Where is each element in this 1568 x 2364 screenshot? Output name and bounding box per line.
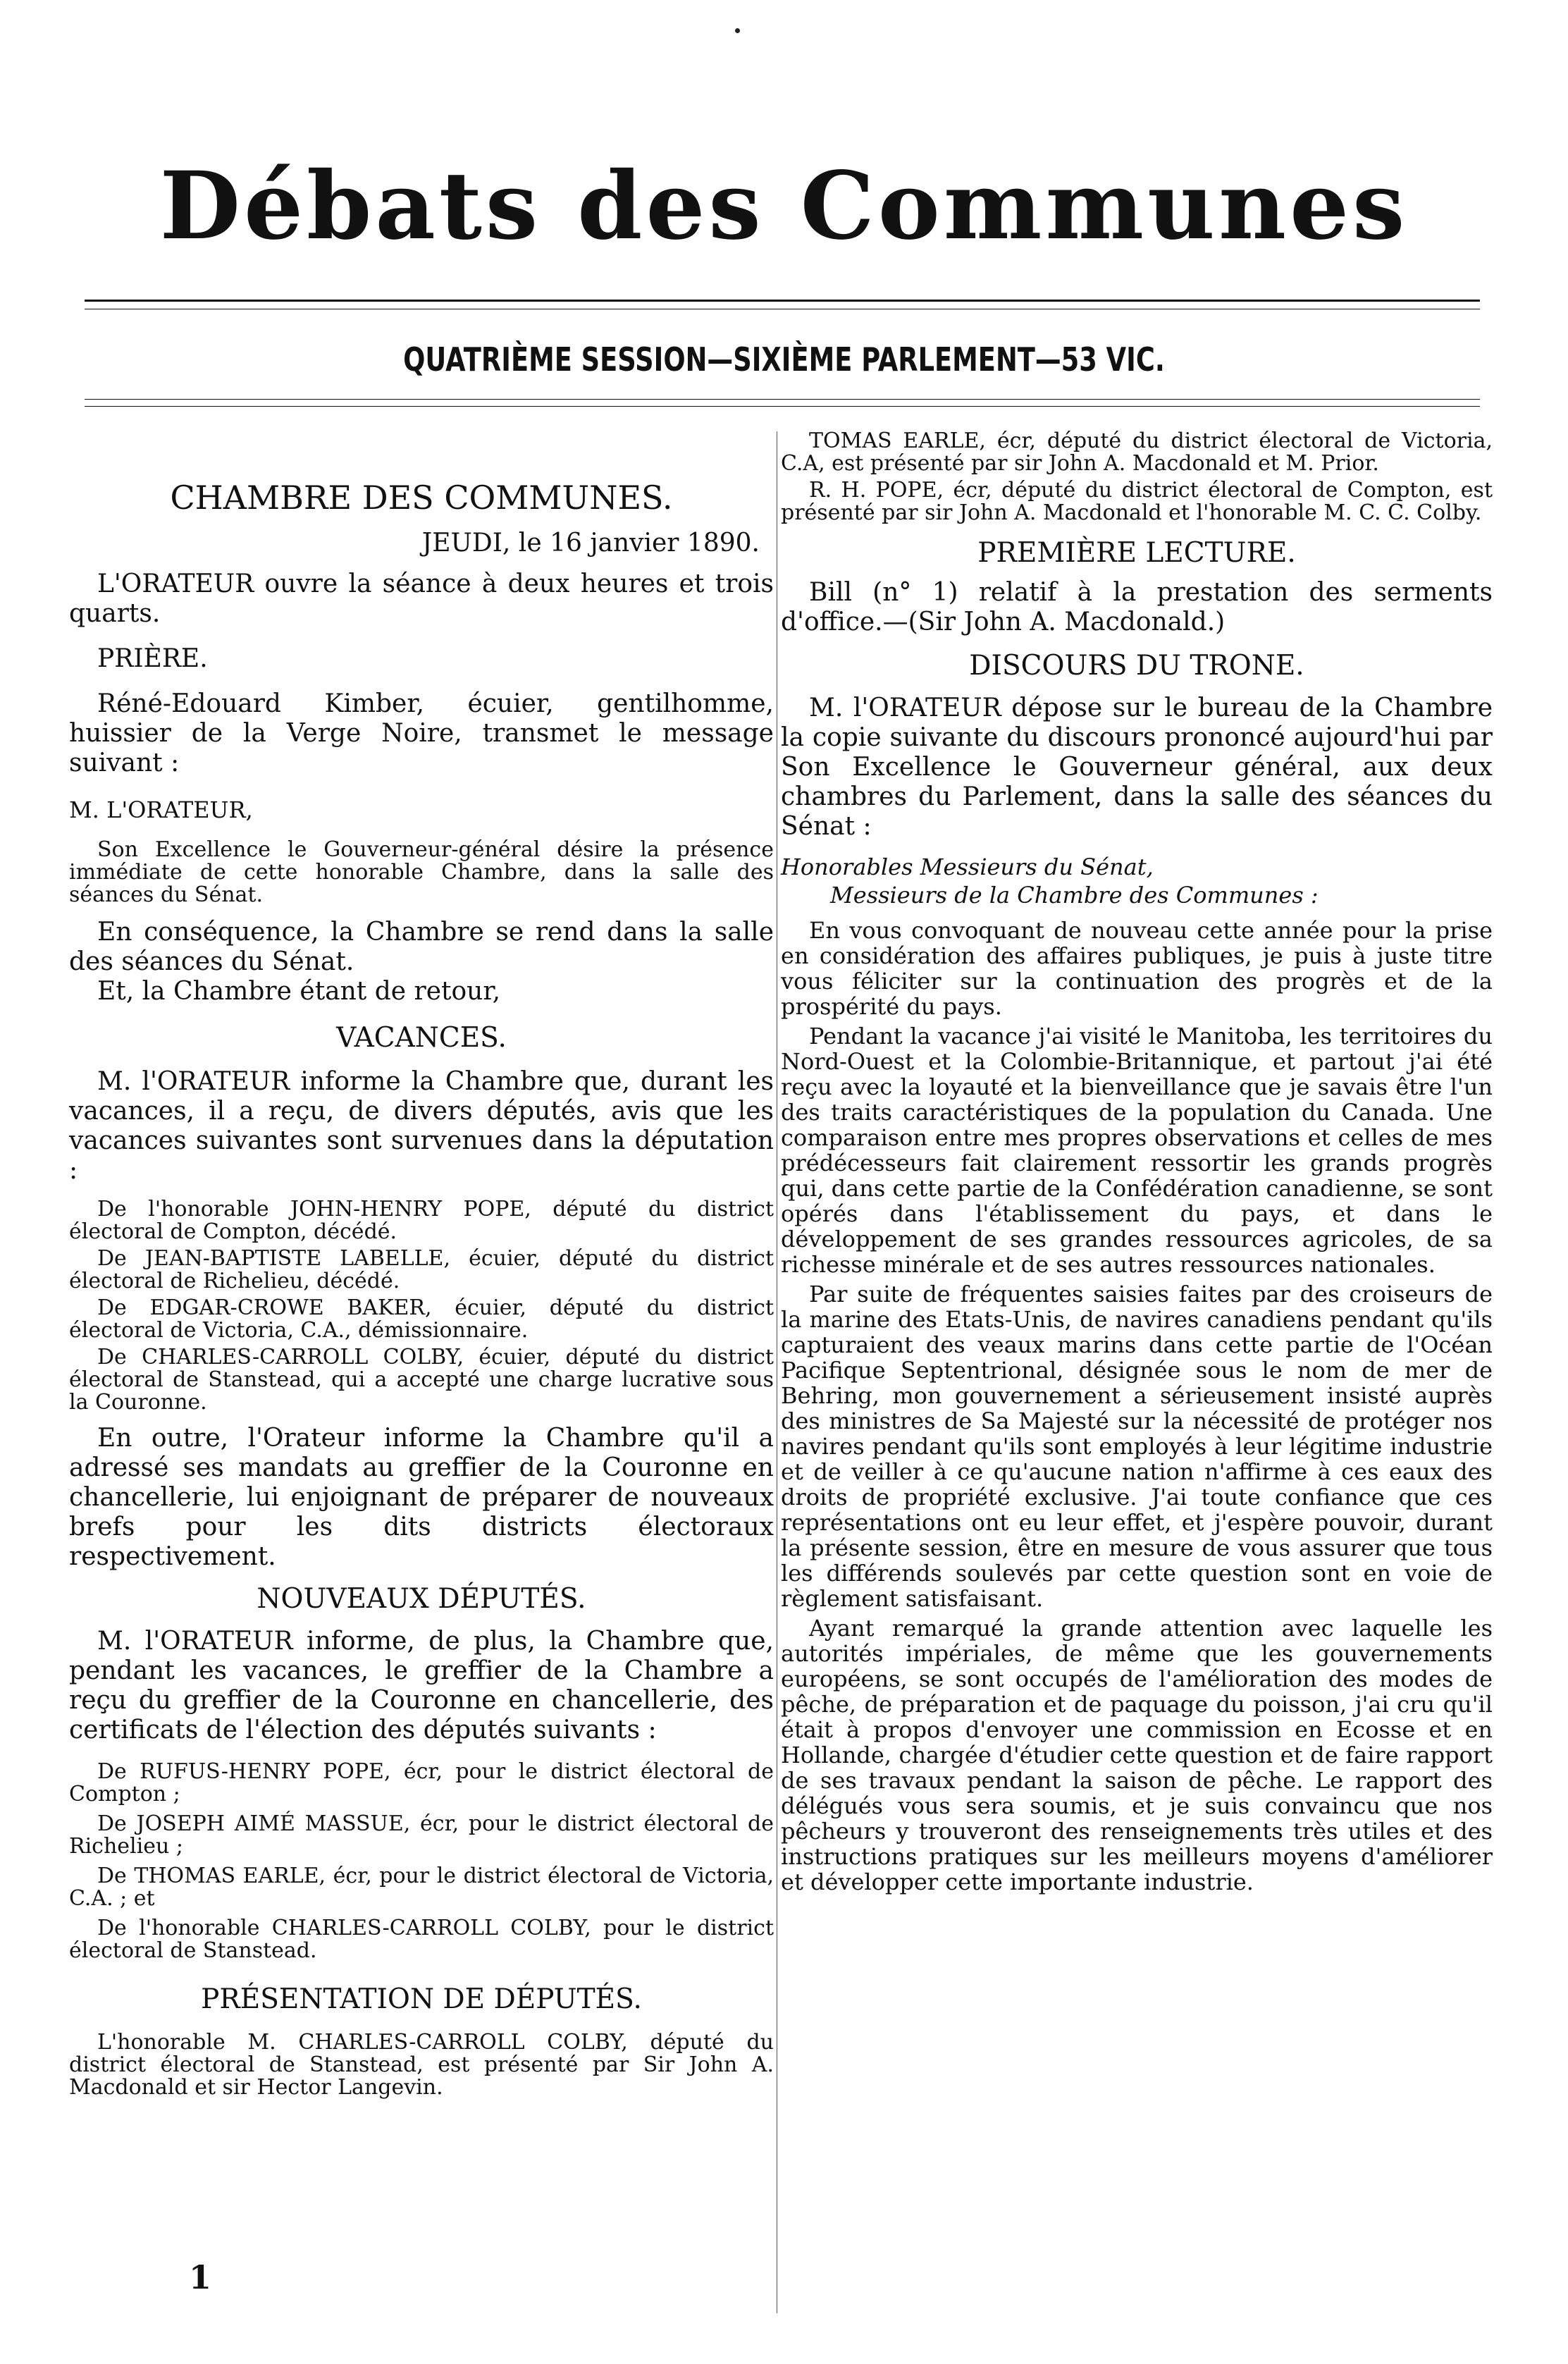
speech-paragraph-1: En vous convoquant de nouveau cette année pour la prise en considération des affaires publiques, je puis à juste titre vous féliciter sur la continuation des progrès et de la prospérité du pays. [781,917,1493,1020]
address-commons: Messieurs de la Chambre des Communes : [830,882,1319,909]
elected-pope: De RUFUS-HENRY POPE, écr, pour le district électoral de Compton ; [69,1759,774,1806]
left-column [69,430,774,2099]
address-senate: Honorables Messieurs du Sénat, [781,854,1154,880]
heading-discours-trone: DISCOURS DU TRONE. [969,650,1304,682]
page-number: 1 [189,2258,212,2296]
heading-vacances: VACANCES. [336,1022,507,1054]
presentation-pope: R. H. POPE, écr, député du district électoral de Compton, est présenté par sir John A. Macdonald et l'honorable M. C. C. Colby. [781,478,1493,525]
speech-paragraph-2: Pendant la vacance j'ai visité le Manitoba, les territoires du Nord-Ouest et la Colombie-Britannique, et partout j'ai été reçu avec la loyauté et la bienveillance que je savais être l'un des traits caractéristiques de la population du Canada. Une comparaison entre mes propres observations et celles de mes prédécesseurs fait clairement ressortir les grands progrès qui, dans cette partie de la Confédération canadienne, se sont opérés dans l'établissement du pays, et dans le développement de ses grandes ressources agricoles, de sa richesse minérale et de ses autres ressources nationales. [781,1023,1493,1278]
message-salutation: M. L'ORATEUR, [69,796,253,823]
message-body: Son Excellence le Gouverneur-général désire la présence immédiate de cette honorable Chambre, dans la salle des séances du Sénat. [69,837,774,907]
paragraph-return: Et, la Chambre étant de retour, [97,977,501,1006]
paragraph-writs: En outre, l'Orateur informe la Chambre qu'il a adressé ses mandats au greffier de la Couronne en chancellerie, lui enjoignant de préparer de nouveaux brefs pour les dits districts électoraux respectivement. [69,1424,774,1571]
paragraph-presentation-colby: L'honorable M. CHARLES-CARROLL COLBY, député du district électoral de Stanstead, est présenté par Sir John A. Macdonald et sir Hector Langevin. [69,2030,774,2100]
heading-nouveaux-deputes: NOUVEAUX DÉPUTÉS. [257,1583,586,1615]
heading-chambre: CHAMBRE DES COMMUNES. [170,479,673,517]
sitting-date: JEUDI, le 16 janvier 1890. [421,529,760,558]
subtitle-rule-bottom [85,406,1480,407]
prayer-label: PRIÈRE. [97,644,208,673]
vacancy-baker: De EDGAR-CROWE BAKER, écuier, député du district électoral de Victoria, C.A., démissionnaire. [69,1295,774,1343]
speech-paragraph-4: Ayant remarqué la grande attention avec laquelle les autorités impériales, de même que les gouvernements européens, se sont occupés de l'amélioration des modes de pêche, de préparation et de paquage du poisson, j'ai cru qu'il était à propos d'envoyer une commission en Ecosse et en Hollande, chargée d'étudier cette question et de faire rapport de ses travaux pendant la saison de pêche. Le rapport des délégués vous sera soumis, et je suis convaincu que nos pêcheurs y trouveront des renseignements très utiles et des instructions pratiques sur les meilleurs moyens d'améliorer et développer cette importante industrie. [781,1615,1493,1895]
elected-massue: De JOSEPH AIMÉ MASSUE, écr, pour le district électoral de Richelieu ; [69,1811,774,1859]
right-column [781,430,1493,1895]
heading-presentation: PRÉSENTATION DE DÉPUTÉS. [201,1983,642,2015]
vacancy-pope: De l'honorable JOHN-HENRY POPE, député du district électoral de Compton, décédé. [69,1197,774,1244]
session-subtitle: QUATRIÈME SESSION—SIXIÈME PARLEMENT—53 VIC. [403,340,1165,378]
paragraph-vacances: M. l'ORATEUR informe la Chambre que, durant les vacances, il a reçu, de divers députés, avis que les vacances suivantes sont survenues dans la députation : [69,1067,774,1185]
elected-earle: De THOMAS EARLE, écr, pour le district électoral de Victoria, C.A. ; et [69,1864,774,1911]
masthead-title: Débats des Communes [159,152,1409,261]
vacancy-labelle: De JEAN-BAPTISTE LABELLE, écuier, député du district électoral de Richelieu, décédé. [69,1246,774,1293]
presentation-earle: TOMAS EARLE, écr, député du district électoral de Victoria, C.A, est présenté par sir John A. Macdonald et M. Prior. [781,429,1493,476]
subtitle-rule-top [85,399,1480,400]
paragraph-usher: Réné-Edouard Kimber, écuier, gentilhomme, huissier de la Verge Noire, transmet le message suivant : [69,689,774,777]
ink-speck [735,28,740,33]
heading-premiere-lecture: PREMIÈRE LECTURE. [977,537,1296,569]
paragraph-bill: Bill (n° 1) relatif à la prestation des serments d'office.—(Sir John A. Macdonald.) [781,578,1493,636]
paragraph-opening: L'ORATEUR ouvre la séance à deux heures et trois quarts. [69,570,774,628]
paragraph-speech-tabled: M. l'ORATEUR dépose sur le bureau de la Chambre la copie suivante du discours prononcé aujourd'hui par Son Excellence le Gouverneur général, aux deux chambres du Parlement, dans la salle des séances du Sénat : [781,694,1493,841]
vacancy-colby: De CHARLES-CARROLL COLBY, écuier, député du district électoral de Stanstead, qui a accepté une charge lucrative sous la Couronne. [69,1345,774,1415]
paragraph-consequence: En conséquence, la Chambre se rend dans la salle des séances du Sénat. [69,918,774,976]
paragraph-certificates: M. l'ORATEUR informe, de plus, la Chambre que, pendant les vacances, le greffier de la Chambre a reçu du greffier de la Couronne en chancellerie, des certificats de l'élection des députés suivants : [69,1627,774,1744]
elected-colby: De l'honorable CHARLES-CARROLL COLBY, pour le district électoral de Stanstead. [69,1916,774,1963]
speech-paragraph-3: Par suite de fréquentes saisies faites par des croiseurs de la marine des Etats-Unis, de navires canadiens pendant qu'ils capturaient des veaux marins dans cette partie de l'Océan Pacifique Septentrional, désignée sous le nom de mer de Behring, mon gouvernement a sérieusement insisté auprès des ministres de Sa Majesté sur la nécessité de protéger nos navires pendant qu'ils sont employés à leur légitime industrie et de veiller à ce qu'aucune nation n'affirme à ces eaux des droits de propriété exclusive. J'ai toute confiance que ces représentations ont eu leur effet, et j'espère pouvoir, durant la présente session, être en mesure de vous assurer que tous les différends soulevés par cette question sont en voie de règlement satisfaisant. [781,1281,1493,1612]
masthead-rule-top [85,300,1480,302]
